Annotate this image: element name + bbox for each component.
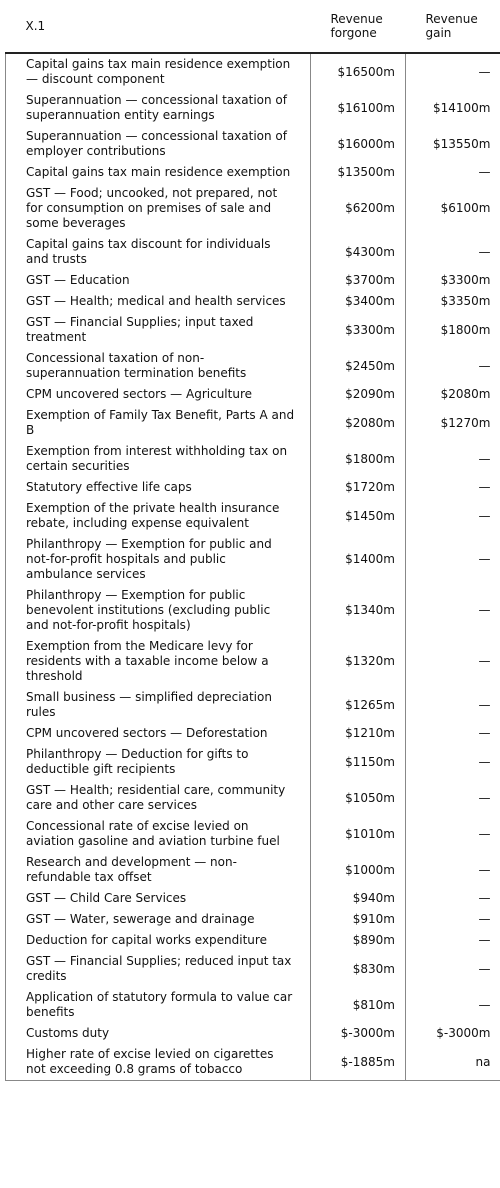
table-row — [6, 348, 500, 384]
revenue-forgone-cell: $810m — [311, 987, 406, 1023]
revenue-gain-cell: $-3000m — [406, 1023, 500, 1044]
revenue-gain-cell: $2080m — [406, 384, 500, 405]
revenue-gain-cell: — — [406, 723, 500, 744]
revenue-forgone-cell: $2450m — [311, 348, 406, 384]
revenue-gain-cell: — — [406, 951, 500, 987]
revenue-forgone-cell: $1340m — [311, 585, 406, 636]
revenue-gain-cell: — — [406, 687, 500, 723]
revenue-forgone-cell: $2090m — [311, 384, 406, 405]
table-row — [6, 1044, 500, 1081]
table-row — [6, 477, 500, 498]
revenue-forgone-cell: $1000m — [311, 852, 406, 888]
table-row — [6, 744, 500, 780]
table-header — [6, 0, 500, 53]
header-revenue-gain: Revenue gain — [406, 0, 500, 53]
revenue-gain-cell: $1800m — [406, 312, 500, 348]
revenue-gain-cell: — — [406, 930, 500, 951]
row-name-cell: GST — Education — [6, 270, 311, 291]
revenue-forgone-cell: $1265m — [311, 687, 406, 723]
revenue-table-container — [5, 0, 500, 1081]
table-row — [6, 585, 500, 636]
row-name-cell: Exemption of the private health insurance rebate, including expense equivalent — [6, 498, 311, 534]
revenue-gain-cell: — — [406, 987, 500, 1023]
row-name-cell: GST — Child Care Services — [6, 888, 311, 909]
table-row — [6, 384, 500, 405]
row-name-cell: Capital gains tax discount for individuals and trusts — [6, 234, 311, 270]
row-name-cell: Capital gains tax main residence exemption — discount component — [6, 53, 311, 90]
revenue-gain-cell: — — [406, 888, 500, 909]
row-name-cell: Exemption from the Medicare levy for residents with a taxable income below a threshold — [6, 636, 311, 687]
revenue-forgone-cell: $1400m — [311, 534, 406, 585]
revenue-gain-cell: — — [406, 498, 500, 534]
row-name-cell: Philanthropy — Exemption for public benevolent institutions (excluding public and not-for-profit hospitals) — [6, 585, 311, 636]
row-name-cell: Concessional taxation of non-superannuation termination benefits — [6, 348, 311, 384]
header-revenue-forgone: Revenue forgone — [311, 0, 406, 53]
revenue-gain-cell: — — [406, 909, 500, 930]
row-name-cell: Exemption of Family Tax Benefit, Parts A and B — [6, 405, 311, 441]
revenue-forgone-cell: $16000m — [311, 126, 406, 162]
row-name-cell: GST — Financial Supplies; reduced input tax credits — [6, 951, 311, 987]
revenue-forgone-cell: $1450m — [311, 498, 406, 534]
row-name-cell: Concessional rate of excise levied on aviation gasoline and aviation turbine fuel — [6, 816, 311, 852]
revenue-forgone-cell: $16100m — [311, 90, 406, 126]
table-row — [6, 987, 500, 1023]
revenue-gain-cell: — — [406, 585, 500, 636]
table-row — [6, 291, 500, 312]
revenue-forgone-cell: $910m — [311, 909, 406, 930]
row-name-cell: Superannuation — concessional taxation of employer contributions — [6, 126, 311, 162]
revenue-gain-cell: — — [406, 162, 500, 183]
table-row — [6, 53, 500, 90]
table-row — [6, 312, 500, 348]
revenue-forgone-cell: $1150m — [311, 744, 406, 780]
revenue-forgone-cell: $3300m — [311, 312, 406, 348]
revenue-forgone-cell: $13500m — [311, 162, 406, 183]
row-name-cell: Higher rate of excise levied on cigarettes not exceeding 0.8 grams of tobacco — [6, 1044, 311, 1081]
table-row — [6, 780, 500, 816]
row-name-cell: Customs duty — [6, 1023, 311, 1044]
revenue-gain-cell: $6100m — [406, 183, 500, 234]
revenue-gain-cell: — — [406, 53, 500, 90]
row-name-cell: Superannuation — concessional taxation of superannuation entity earnings — [6, 90, 311, 126]
table-row — [6, 1023, 500, 1044]
table-row — [6, 852, 500, 888]
table-row — [6, 270, 500, 291]
table-row — [6, 909, 500, 930]
table-row — [6, 687, 500, 723]
table-row — [6, 888, 500, 909]
revenue-gain-cell: — — [406, 816, 500, 852]
revenue-gain-cell: — — [406, 348, 500, 384]
row-name-cell: CPM uncovered sectors — Agriculture — [6, 384, 311, 405]
revenue-gain-cell: — — [406, 477, 500, 498]
table-row — [6, 816, 500, 852]
revenue-forgone-cell: $940m — [311, 888, 406, 909]
revenue-forgone-cell: $-1885m — [311, 1044, 406, 1081]
revenue-forgone-cell: $1800m — [311, 441, 406, 477]
header-row — [6, 0, 500, 53]
revenue-forgone-cell: $6200m — [311, 183, 406, 234]
revenue-gain-cell: $3300m — [406, 270, 500, 291]
row-name-cell: GST — Food; uncooked, not prepared, not for consumption on premises of sale and some beverages — [6, 183, 311, 234]
row-name-cell: Small business — simplified depreciation rules — [6, 687, 311, 723]
revenue-forgone-cell: $3400m — [311, 291, 406, 312]
revenue-gain-cell: $13550m — [406, 126, 500, 162]
revenue-table — [5, 0, 500, 1081]
revenue-forgone-cell: $16500m — [311, 53, 406, 90]
revenue-forgone-cell: $1210m — [311, 723, 406, 744]
table-row — [6, 183, 500, 234]
table-row — [6, 723, 500, 744]
revenue-gain-cell: — — [406, 852, 500, 888]
revenue-forgone-cell: $3700m — [311, 270, 406, 291]
table-row — [6, 162, 500, 183]
revenue-gain-cell: $1270m — [406, 405, 500, 441]
revenue-forgone-cell: $1720m — [311, 477, 406, 498]
revenue-gain-cell: — — [406, 636, 500, 687]
table-row — [6, 441, 500, 477]
row-name-cell: Philanthropy — Exemption for public and not-for-profit hospitals and public ambulance services — [6, 534, 311, 585]
row-name-cell: GST — Water, sewerage and drainage — [6, 909, 311, 930]
row-name-cell: GST — Financial Supplies; input taxed treatment — [6, 312, 311, 348]
revenue-forgone-cell: $4300m — [311, 234, 406, 270]
table-row — [6, 534, 500, 585]
row-name-cell: CPM uncovered sectors — Deforestation — [6, 723, 311, 744]
revenue-forgone-cell: $1320m — [311, 636, 406, 687]
revenue-gain-cell: — — [406, 534, 500, 585]
revenue-gain-cell: $3350m — [406, 291, 500, 312]
revenue-forgone-cell: $830m — [311, 951, 406, 987]
revenue-gain-cell: na — [406, 1044, 500, 1081]
table-row — [6, 498, 500, 534]
table-row — [6, 951, 500, 987]
table-row — [6, 90, 500, 126]
table-row — [6, 930, 500, 951]
revenue-forgone-cell: $2080m — [311, 405, 406, 441]
revenue-forgone-cell: $1050m — [311, 780, 406, 816]
revenue-gain-cell: — — [406, 780, 500, 816]
revenue-gain-cell: — — [406, 441, 500, 477]
table-body — [6, 53, 500, 1081]
row-name-cell: Deduction for capital works expenditure — [6, 930, 311, 951]
row-name-cell: GST — Health; medical and health services — [6, 291, 311, 312]
revenue-forgone-cell: $-3000m — [311, 1023, 406, 1044]
table-row — [6, 405, 500, 441]
row-name-cell: Capital gains tax main residence exemption — [6, 162, 311, 183]
table-row — [6, 636, 500, 687]
revenue-gain-cell: — — [406, 234, 500, 270]
row-name-cell: Exemption from interest withholding tax on certain securities — [6, 441, 311, 477]
revenue-gain-cell: $14100m — [406, 90, 500, 126]
row-name-cell: Application of statutory formula to value car benefits — [6, 987, 311, 1023]
row-name-cell: Statutory effective life caps — [6, 477, 311, 498]
revenue-gain-cell: — — [406, 744, 500, 780]
table-row — [6, 234, 500, 270]
row-name-cell: GST — Health; residential care, community care and other care services — [6, 780, 311, 816]
revenue-forgone-cell: $1010m — [311, 816, 406, 852]
header-item-column: X.1 — [6, 0, 311, 53]
row-name-cell: Philanthropy — Deduction for gifts to deductible gift recipients — [6, 744, 311, 780]
table-row — [6, 126, 500, 162]
row-name-cell: Research and development — non-refundable tax offset — [6, 852, 311, 888]
revenue-forgone-cell: $890m — [311, 930, 406, 951]
